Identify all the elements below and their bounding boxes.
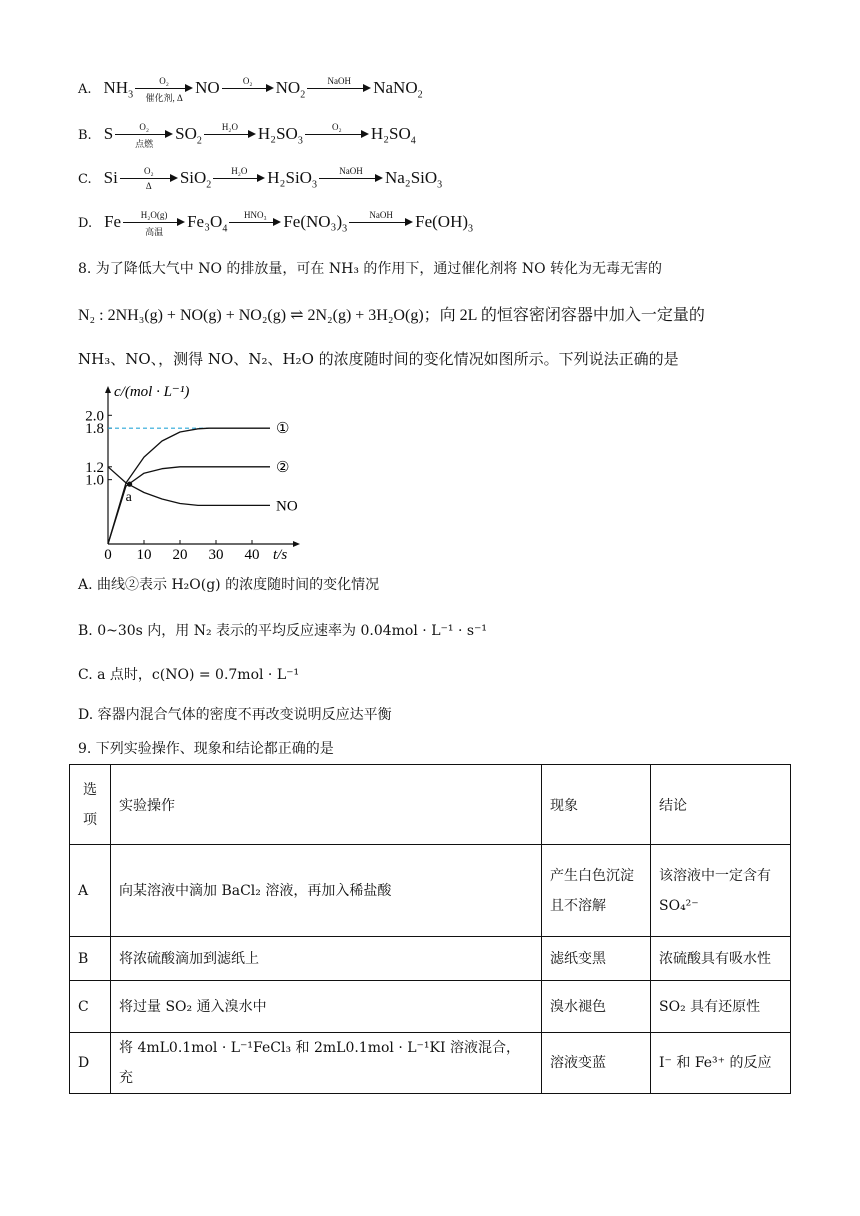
arrow-condition-top: HNO₃ — [243, 210, 267, 221]
series-label: NO — [276, 498, 298, 515]
chemical-formula: Fe(OH) — [415, 212, 469, 231]
cell-option — [70, 981, 111, 1033]
reaction-arrow — [120, 168, 178, 190]
reaction-arrow — [135, 76, 193, 104]
header-option-line1: 选 — [83, 781, 97, 798]
series-line-2 — [108, 467, 270, 506]
cell-phenomenon — [542, 937, 651, 981]
q7-option-a — [78, 76, 423, 104]
concentration-time-chart — [78, 384, 318, 564]
table-header-row — [70, 765, 791, 845]
y-axis-label: c/(mol · L⁻¹) — [114, 384, 190, 400]
chemical-formula: Fe — [104, 212, 122, 231]
arrow-condition-bottom: Δ — [145, 181, 152, 192]
option-label: D. — [78, 216, 93, 231]
point-a-marker — [127, 482, 132, 487]
formula-subscript: 2 — [300, 89, 306, 101]
formula-subscript: 2 — [417, 89, 423, 101]
cell-conclusion-text: 浓硫酸具有吸水性 — [659, 950, 771, 967]
formula-subscript: 2 — [196, 135, 202, 147]
cell-option-text: D — [78, 1055, 90, 1071]
cell-phenomenon-text: 溶液变蓝 — [550, 1055, 606, 1071]
q8-option-d: D. 容器内混合气体的密度不再改变说明反应达平衡 — [78, 707, 392, 723]
cell-phenomenon-text: 产生白色沉淀 — [550, 867, 634, 884]
reaction-arrow — [123, 210, 185, 238]
formula-subscript: 3 — [311, 179, 317, 191]
header-phenomenon: 现象 — [542, 765, 651, 845]
x-tick-label: 0 — [104, 547, 112, 563]
y-tick-label: 1.2 — [85, 459, 104, 476]
reaction-chain — [103, 122, 416, 150]
cell-operation-text: 将过量 SO₂ 通入溴水中 — [119, 998, 267, 1015]
x-tick-label: 10 — [136, 547, 152, 563]
cell-option — [70, 937, 111, 981]
arrow-condition-bottom: 高温 — [145, 227, 164, 238]
table-row — [70, 981, 791, 1033]
reaction-chain — [103, 166, 443, 192]
x-axis-label: t/s — [273, 547, 288, 563]
arrow-condition-top: NaOH — [327, 76, 351, 87]
formula-subscript: 4 — [410, 135, 416, 147]
arrow-condition-top: NaOH — [339, 166, 363, 177]
option-label: C. — [78, 172, 92, 187]
cell-phenomenon — [542, 981, 651, 1033]
chemical-formula: Si — [103, 168, 118, 187]
reaction-arrow — [229, 212, 281, 234]
chemical-formula: S — [103, 124, 114, 143]
q7-option-b — [78, 122, 416, 150]
cell-option-text: B — [78, 950, 89, 967]
arrow-condition-top: O₂ — [242, 76, 253, 87]
chemical-formula: H₂SO — [257, 124, 298, 143]
formula-subscript: 3 — [437, 179, 443, 191]
cell-phenomenon — [542, 1033, 651, 1094]
cell-conclusion — [651, 1033, 791, 1094]
x-tick-label: 20 — [172, 547, 188, 563]
reaction-arrow — [213, 168, 265, 190]
q8-option-c: C. a 点时，c(NO) = 0.7mol · L⁻¹ — [78, 667, 300, 683]
reaction-arrow — [319, 168, 383, 190]
cell-conclusion — [651, 937, 791, 981]
x-axis-arrow — [293, 541, 300, 547]
header-conclusion: 结论 — [651, 765, 791, 845]
formula-subscript: 2 — [206, 179, 212, 191]
formula-subscript: 3 — [297, 135, 303, 147]
header-option-line2: 项 — [83, 811, 97, 828]
table-row — [70, 845, 791, 937]
q8-stem-line1: 8. 为了降低大气中 NO 的排放量，可在 NH₃ 的作用下，通过催化剂将 NO 转化为无毒无害的 — [78, 261, 663, 277]
arrow-condition-bottom: 点燃 — [135, 139, 154, 150]
cell-phenomenon-text: 滤纸变黑 — [550, 950, 606, 967]
q9-title: 9. 下列实验操作、现象和结论都正确的是 — [78, 741, 334, 757]
reaction-arrow — [115, 122, 173, 150]
cell-phenomenon-text: 溴水褪色 — [550, 998, 606, 1015]
chemical-formula: Na₂SiO — [384, 168, 438, 187]
experiment-table — [69, 764, 791, 1094]
arrow-condition-top: H₂O — [231, 166, 248, 177]
header-option — [70, 765, 111, 845]
formula-subscript: 3 — [128, 89, 134, 101]
cell-conclusion — [651, 981, 791, 1033]
point-a-label: a — [125, 490, 132, 506]
cell-conclusion-text: I⁻ 和 Fe³⁺ 的反应 — [659, 1055, 772, 1071]
cell-option-text: A — [78, 882, 89, 899]
arrow-condition-top: O₂ — [332, 122, 342, 133]
reaction-arrow — [349, 212, 413, 234]
cell-operation-text: 向某溶液中滴加 BaCl₂ 溶液，再加入稀盐酸 — [119, 882, 392, 899]
q8-stem-line3: NH₃、NO、，测得 NO、N₂、H₂O 的浓度随时间的变化情况如图所示。下列说法正确的是 — [78, 350, 679, 368]
formula-subscript: 3 — [468, 223, 474, 235]
x-tick-label: 40 — [244, 547, 260, 563]
q7-option-d — [78, 210, 474, 238]
y-tick-label: 1.0 — [85, 472, 104, 489]
reaction-arrow — [305, 124, 369, 146]
cell-conclusion-text: SO₄²⁻ — [659, 897, 699, 914]
cell-phenomenon-text: 且不溶解 — [550, 897, 606, 914]
q8-option-b: B. 0~30s 内，用 N₂ 表示的平均反应速率为 0.04mol · L⁻¹ · s⁻¹ — [78, 623, 488, 639]
option-label: B. — [78, 128, 92, 143]
reaction-arrow — [204, 124, 256, 146]
cell-operation — [111, 1033, 542, 1094]
cell-conclusion — [651, 845, 791, 937]
formula-subscript: 3 — [342, 223, 348, 235]
cell-operation — [111, 981, 542, 1033]
table-row — [70, 1033, 791, 1094]
chemical-formula: NO — [275, 78, 301, 97]
arrow-condition-top: NaOH — [369, 210, 393, 221]
chemical-formula: NaNO — [373, 78, 418, 97]
chemical-formula: Fe₃O — [187, 212, 223, 231]
q7-option-c — [78, 168, 442, 190]
cell-operation-text: 将 4mL0.1mol · L⁻¹FeCl₃ 和 2mL0.1mol · L⁻¹KI 溶液混合，充 — [119, 1040, 520, 1086]
reaction-chain — [103, 76, 423, 104]
cell-option — [70, 1033, 111, 1094]
formula-subscript: 4 — [222, 223, 228, 235]
y-axis-arrow — [105, 386, 111, 393]
cell-phenomenon — [542, 845, 651, 937]
cell-operation-text: 将浓硫酸滴加到滤纸上 — [119, 950, 259, 967]
arrow-condition-top: O₂ — [139, 122, 149, 133]
chemical-formula: Fe(NO₃) — [283, 212, 343, 231]
chemical-formula: NH — [103, 78, 129, 97]
header-operation: 实验操作 — [111, 765, 542, 845]
arrow-condition-top: H₂O — [221, 122, 238, 133]
cell-conclusion-text: 该溶液中一定含有 — [659, 867, 771, 884]
reaction-chain — [104, 210, 474, 238]
chemical-formula: NO — [195, 78, 220, 97]
option-label: A. — [78, 82, 92, 97]
reaction-arrow — [307, 78, 371, 100]
cell-operation — [111, 845, 542, 937]
y-tick-label: 1.8 — [85, 421, 104, 438]
x-tick-label: 30 — [208, 547, 224, 563]
q8-option-a: A. 曲线②表示 H₂O(g) 的浓度随时间的变化情况 — [78, 577, 380, 593]
chemical-formula: H₂SO — [370, 124, 411, 143]
chemical-formula: H₂SiO — [267, 168, 312, 187]
y-tick-label: 2.0 — [85, 408, 104, 425]
arrow-condition-bottom: 催化剂, Δ — [145, 93, 183, 104]
series-label: ① — [276, 421, 290, 438]
arrow-condition-top: H₂O(g) — [140, 210, 168, 221]
cell-operation — [111, 937, 542, 981]
cell-option-text: C — [78, 998, 89, 1015]
series-label: ② — [276, 459, 290, 476]
chemical-formula: SO — [175, 124, 197, 143]
cell-option — [70, 845, 111, 937]
table-row — [70, 937, 791, 981]
arrow-condition-top: O₂ — [159, 76, 169, 87]
arrow-condition-top: O₂ — [143, 166, 154, 177]
reaction-arrow — [222, 78, 274, 100]
chemical-formula: SiO — [179, 168, 207, 187]
q8-stem-line2: N₂ : 2NH₃(g) + NO(g) + NO₂(g) ⇌ 2N₂(g) + 3H₂O(g)；向 2L 的恒容密闭容器中加入一定量的 — [78, 307, 705, 324]
cell-conclusion-text: SO₂ 具有还原性 — [659, 998, 761, 1015]
